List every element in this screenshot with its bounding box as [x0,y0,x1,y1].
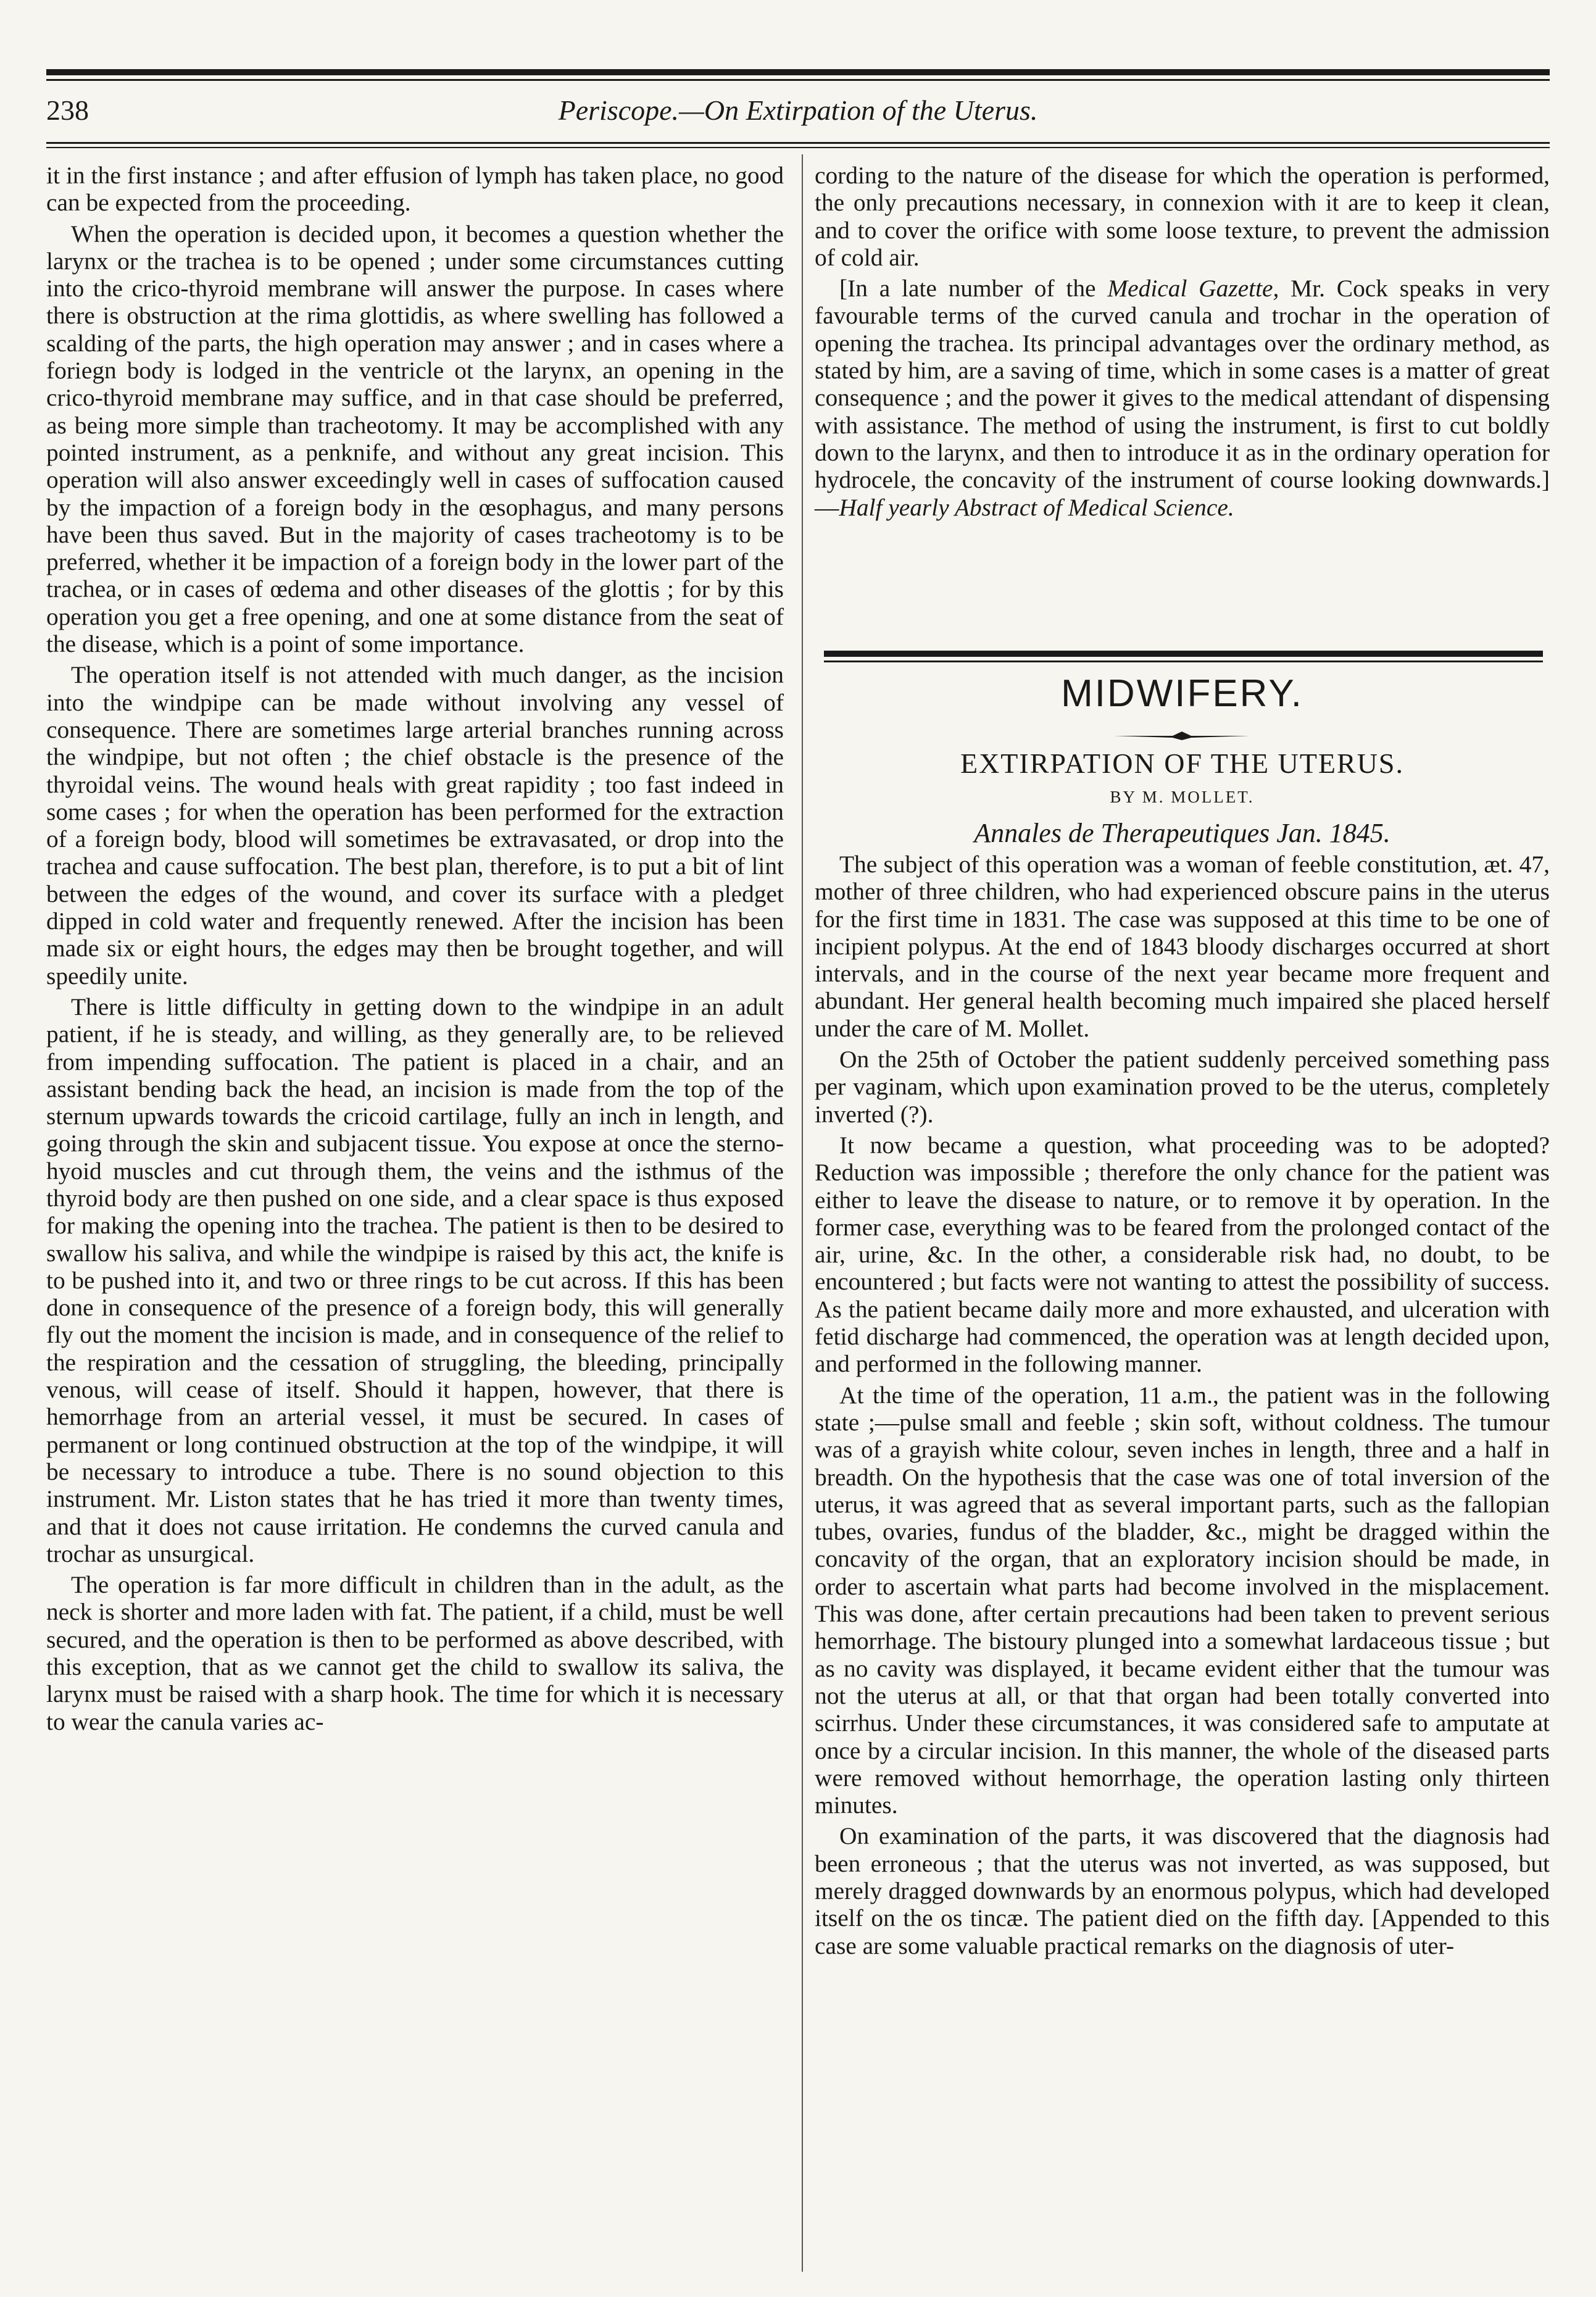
column-divider [802,154,803,2272]
left-column [46,162,784,1735]
note-start: [In a late number of the [839,275,1108,302]
journal-name: Medical Gazette, [1107,275,1279,302]
section-rule [824,651,1543,657]
paragraph: The subject of this operation was a woman of feeble constitution, æt. 47, mother of three children, who had experienced obscure pains in the uterus for the first time in 1831. The case was supposed at this time to be one of incipient polypus. At the end of 1843 bloody discharges occurred at short intervals, and in the course of the next year became more frequent and abundant. Her general health becoming much impaired she placed herself under the care of M. Mollet. [815,851,1550,1042]
section-rule-thin [824,661,1543,662]
top-rule-thin [46,79,1550,81]
paragraph: it in the first instance ; and after effusion of lymph has taken place, no good can be expected from the proceeding. [46,162,784,217]
ornament-divider [1114,730,1250,742]
header-rule [46,142,1550,144]
paragraph: When the operation is decided upon, it becomes a question whether the larynx or the trachea is to be opened ; under some circumstances cutting into the crico-thyroid membrane will answer the purpose. In cases where there is obstruction at the rima glottidis, as where swelling has followed a scalding of the parts, the high operation may answer ; and in cases where a foriegn body is lodged in the ventricle ot the larynx, an opening in the crico-thyroid membrane may suffice, and in that case should be preferred, as being more simple than tracheotomy. It may be accomplished with any pointed instrument, as a penknife, and without any great incision. This operation will also answer exceedingly well in cases of suffocation caused by the impaction of a foreign body in the œsophagus, and many persons have been thus saved. But in the majority of cases tracheotomy is to be preferred, whether it be impaction of a foreign body in the lower part of the trachea, or in cases of œdema and other diseases of the glottis ; for by this operation you get a free opening, and one at some distance from the seat of the disease, which is a point of some importance. [46,220,784,658]
paragraph: The operation is far more difficult in children than in the adult, as the neck is shorter and more laden with fat. The patient, if a child, must be well secured, and the operation is then to be performed as above described, with this exception, that as we cannot get the child to swallow its saliva, the larynx must be raised with a sharp hook. The time for which it is necessary to wear the canula varies ac- [46,1571,784,1735]
article-byline: BY M. MOLLET. [1110,788,1255,806]
page-number: 238 [46,94,89,126]
note-source: Half yearly Abstract of Medical Science. [839,493,1234,521]
paragraph: On the 25th of October the patient suddenly perceived something pass per vaginam, which upon examination proved to be the uterus, completely inverted (?). [815,1046,1550,1128]
paragraph: On examination of the parts, it was discovered that the diagnosis had been erroneous ; that the uterus was not inverted, as was supposed, but merely dragged downwards by an enormous polypus, which had developed itself on the os tincæ. The patient died on the fifth day. [Appended to this case are some valuable practical remarks on the diagnosis of uter- [815,1822,1550,1959]
header-rule-thin [46,147,1550,148]
article-source: Annales de Therapeutiques Jan. 1845. [974,818,1390,848]
paragraph: It now became a question, what proceeding was to be adopted? Reduction was impossible ; therefore the only chance for the patient was either to leave the disease to nature, or to remove it by operation. In the former case, everything was to be feared from the prolonged contact of the air, urine, &c. In the other, a considerable risk had, no doubt, to be encountered ; but facts were not wanting to attest the possibility of success. As the patient became daily more and more exhausted, and ulceration with fetid discharge had commenced, the operation was at length decided upon, and performed in the following manner. [815,1131,1550,1378]
paragraph: cording to the nature of the disease for which the operation is performed, the only precautions necessary, in connexion with it are to keep it clean, and to cover the orifice with some loose texture, to prevent the admission of cold air. [815,162,1550,271]
right-column-top [815,162,1550,521]
editor-note [815,275,1550,521]
paragraph: There is little difficulty in getting down to the windpipe in an adult patient, if he is steady, and willing, as they generally are, to be relieved from impending suffocation. The patient is placed in a chair, and an assistant bending back the head, an incision is made from the top of the sternum upwards towards the cricoid cartilage, fully an inch in length, and going through the skin and subjacent tissue. You expose at once the sterno-hyoid muscles and cut through them, the veins and the isthmus of the thyroid body are then pushed on one side, and a clear space is thus exposed for making the opening into the trachea. The patient is then to be desired to swallow his saliva, and while the windpipe is raised by this act, the knife is to be pushed into it, and two or three rings to be cut across. If this has been done in consequence of the presence of a foreign body, this will generally fly out the moment the incision is made, and in consequence of the relief to the respiration and the cessation of struggling, the bleeding, principally venous, will cease of itself. Should it happen, however, that there is hemorrhage from an arterial vessel, it must be secured. In cases of permanent or long continued obstruction at the top of the windpipe, it will be necessary to introduce a tube. There is no sound objection to this instrument. Mr. Liston states that he has tried it more than twenty times, and that it does not cause irritation. He condemns the curved canula and trochar as unsurgical. [46,993,784,1567]
paragraph: The operation itself is not attended with much danger, as the incision into the windpipe can be made without involving any vessel of consequence. There are sometimes large arterial branches running across the windpipe, but not often ; the chief obstacle is the presence of the thyroidal veins. The wound heals with great rapidity ; too fast indeed in some cases ; for when the operation has been performed for the extraction of a foreign body, blood will sometimes be extravasated, or drop into the trachea and cause suffocation. The best plan, therefore, is to put a bit of lint between the edges of the wound, and cover its surface with a pledget dipped in cold water and frequently renewed. After the incision has been made six or eight hours, the edges may then be brought together, and will speedily unite. [46,661,784,990]
section-heading: MIDWIFERY. [1061,672,1303,715]
article-title: EXTIRPATION OF THE UTERUS. [960,748,1405,779]
running-head: Periscope.—On Extirpation of the Uterus. [558,94,1038,126]
article-body [815,851,1550,1959]
top-rule [46,69,1550,75]
page-header [46,94,1550,137]
note-body: Mr. Cock speaks in very favourable terms of the curved canula and trochar in the operation of opening the trachea. Its principal advantages over the ordinary method, as stated by him, are a saving of time, which in some cases is a matter of great consequence ; and the power it gives to the medical attendant of dispensing with assistance. The method of using the instrument, is first to cut boldly down to the larynx, and then to introduce it as in the ordinary operation for hydrocele, the concavity of the instrument of course looking downwards.]— [815,275,1550,521]
paragraph: At the time of the operation, 11 a.m., the patient was in the following state ;—pulse small and feeble ; skin soft, without coldness. The tumour was of a grayish white colour, seven inches in length, three and a half in breadth. On the hypothesis that the case was one of total inversion of the uterus, it was agreed that as several important parts, such as the fallopian tubes, ovaries, fundus of the bladder, &c., might be dragged within the concavity of the organ, that an exploratory incision should be made, in order to ascertain what parts had become involved in the misplacement. This was done, after certain precautions had been taken to prevent serious hemorrhage. The bistoury plunged into a somewhat lardaceous tissue ; but as no cavity was displayed, it became evident either that the tumour was not the uterus at all, or that that organ had been totally converted into scirrhus. Under these circumstances, it was considered safe to amputate at once by a circular incision. In this manner, the whole of the diseased parts were removed without hemorrhage, the operation lasting only thirteen minutes. [815,1381,1550,1819]
